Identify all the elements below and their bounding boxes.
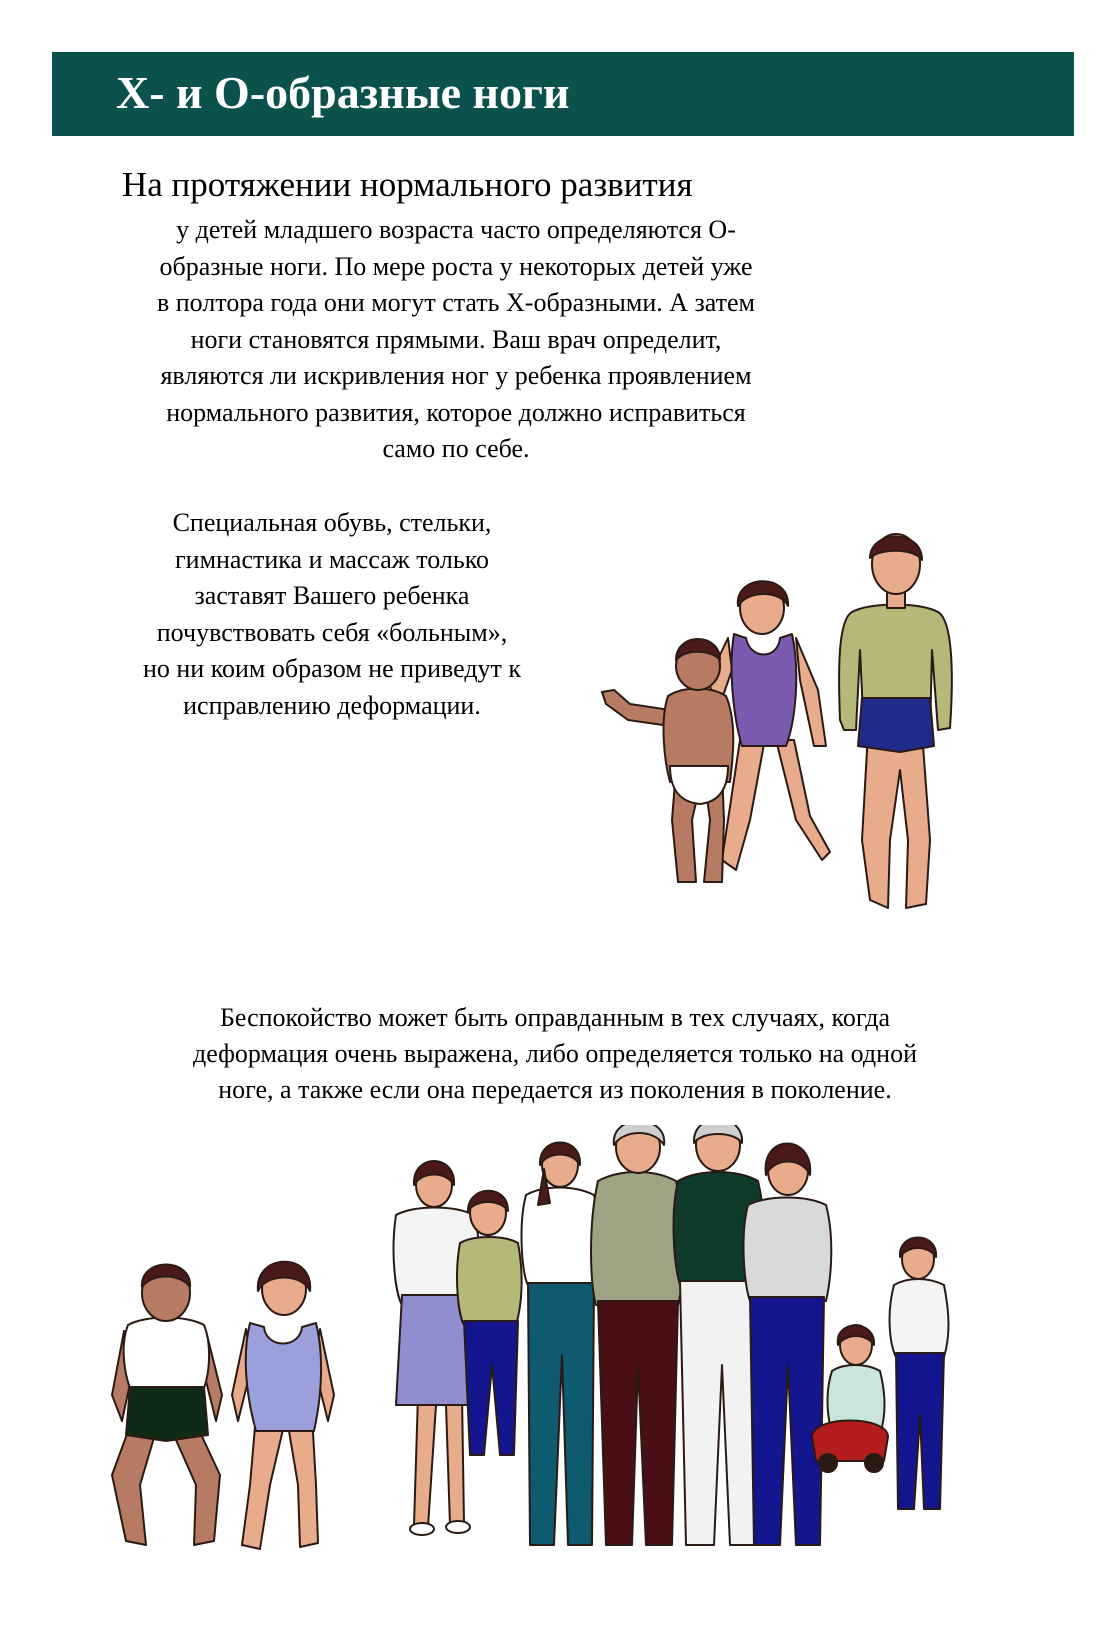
note-line: Специальная обувь, стельки, [172,508,492,537]
toddler-figure [602,639,733,882]
older-boy-figure [839,534,952,908]
intro-line: само по себе. [382,434,530,463]
note-line: исправлению деформации. [183,690,481,720]
page-title: Х- и О-образные ноги [116,67,570,118]
grandmother-figure [591,1125,684,1545]
boy-white-shirt-figure [890,1238,949,1510]
two-children-illustration [106,1245,356,1565]
note-line: заставят Вашего ребенка [194,581,470,610]
intro-line: образные ноги. По мере роста у некоторых детей уже [159,251,753,281]
girl-lavender-swimsuit-figure [232,1262,334,1549]
note-line: но ни коим образом не приведут к [142,654,522,683]
concern-line: Беспокойство может быть оправданным в тех случаях, когда [219,1003,891,1032]
mother-figure [744,1144,832,1546]
title-banner [52,52,1074,136]
concern-line: ноге, а также если она передается из поколения в поколение. [218,1075,892,1104]
concern-paragraph [60,1000,1050,1108]
intro-line: ноги становятся прямыми. Ваш врач определит, [190,324,722,354]
girl-teal-pants-figure [522,1143,600,1546]
treatment-note-paragraph [100,505,564,724]
intro-line: являются ли искривления ног у ребенка проявлением [160,361,752,390]
family-generations-illustration [388,1125,1003,1565]
note-line: гимнастика и массаж только [174,544,490,574]
intro-heading: На протяжении нормального развития [122,165,693,204]
three-children-development-illustration [600,520,1000,925]
note-line: почувствовать себя «больным», [156,617,508,647]
concern-line: деформация очень выражена, либо определяется только на одной [193,1039,917,1068]
intro-line: нормального развития, которое должно исправиться [166,397,746,427]
boy-dark-shorts-figure [112,1265,222,1546]
intro-line: в полтора года они могут стать Х-образными. А затем [156,288,756,317]
intro-line: у детей младшего возраста часто определяются О- [176,215,736,244]
intro-paragraph [100,212,812,468]
